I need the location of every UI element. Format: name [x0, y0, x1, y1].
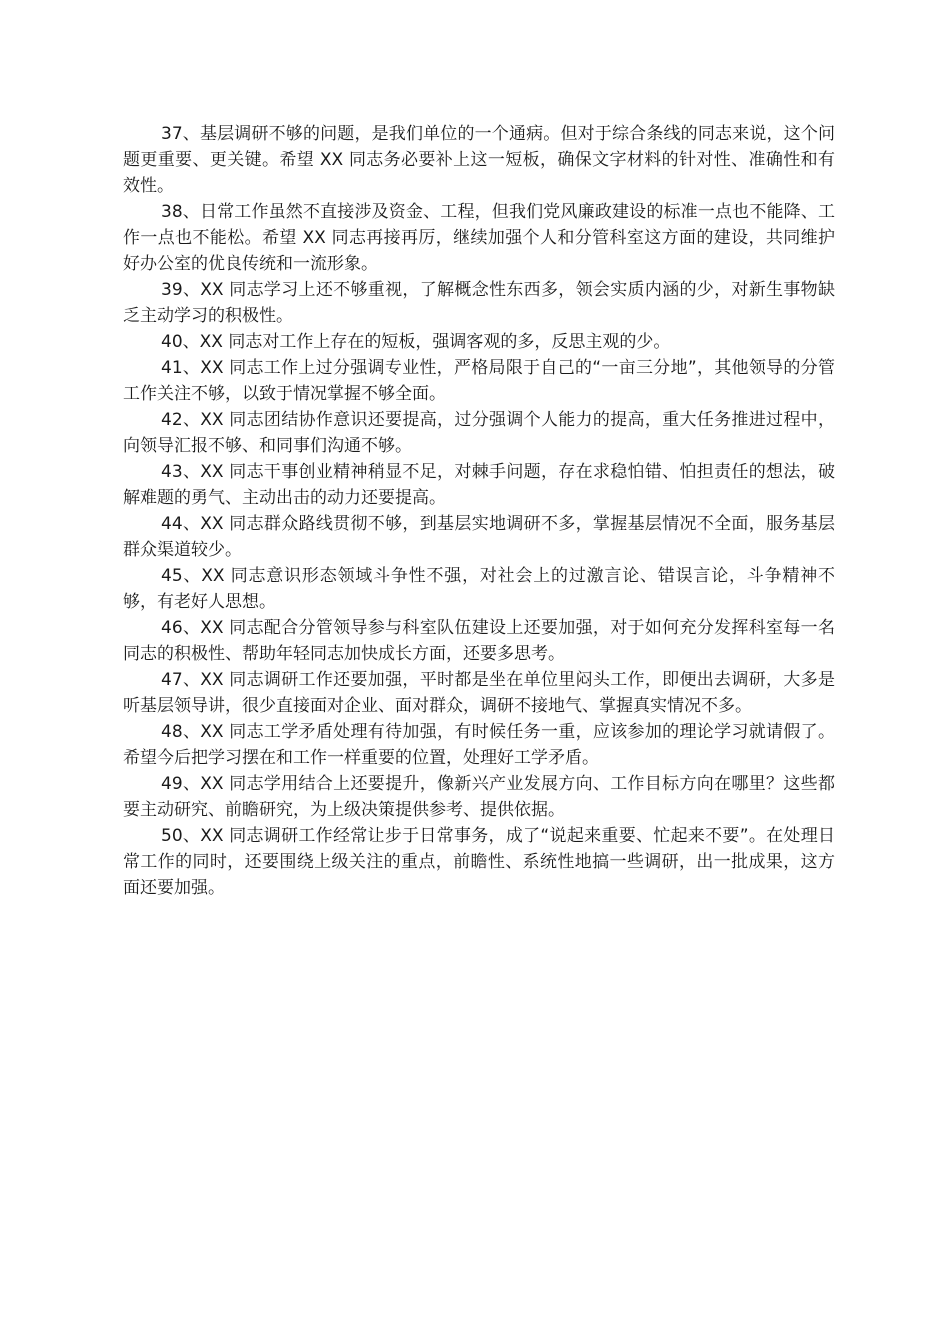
paragraph-48: 48、XX 同志工学矛盾处理有待加强，有时候任务一重，应该参加的理论学习就请假了。希望今后把学习摆在和工作一样重要的位置，处理好工学矛盾。 — [123, 722, 835, 768]
paragraph-42: 42、XX 同志团结协作意识还要提高，过分强调个人能力的提高，重大任务推进过程中，向领导汇报不够、和同事们沟通不够。 — [123, 410, 835, 456]
document-body — [123, 121, 835, 901]
paragraph-45: 45、XX 同志意识形态领域斗争性不强，对社会上的过激言论、错误言论，斗争精神不够，有老好人思想。 — [123, 566, 835, 612]
paragraph-46: 46、XX 同志配合分管领导参与科室队伍建设上还要加强，对于如何充分发挥科室每一名同志的积极性、帮助年轻同志加快成长方面，还要多思考。 — [123, 618, 835, 664]
paragraph-43: 43、XX 同志干事创业精神稍显不足，对棘手问题，存在求稳怕错、怕担责任的想法，破解难题的勇气、主动出击的动力还要提高。 — [123, 462, 835, 508]
paragraph-37: 37、基层调研不够的问题，是我们单位的一个通病。但对于综合条线的同志来说，这个问题更重要、更关键。希望 XX 同志务必要补上这一短板，确保文字材料的针对性、准确性和有效性。 — [123, 124, 835, 196]
paragraph-39: 39、XX 同志学习上还不够重视，了解概念性东西多，领会实质内涵的少，对新生事物缺乏主动学习的积极性。 — [123, 280, 835, 326]
paragraph-41: 41、XX 同志工作上过分强调专业性，严格局限于自己的“一亩三分地”，其他领导的分管工作关注不够，以致于情况掌握不够全面。 — [123, 358, 835, 404]
paragraph-44: 44、XX 同志群众路线贯彻不够，到基层实地调研不多，掌握基层情况不全面，服务基层群众渠道较少。 — [123, 514, 835, 560]
paragraph-47: 47、XX 同志调研工作还要加强，平时都是坐在单位里闷头工作，即便出去调研，大多是听基层领导讲，很少直接面对企业、面对群众，调研不接地气、掌握真实情况不多。 — [123, 670, 835, 716]
paragraph-38: 38、日常工作虽然不直接涉及资金、工程，但我们党风廉政建设的标准一点也不能降、工作一点也不能松。希望 XX 同志再接再厉，继续加强个人和分管科室这方面的建设，共同维护好办公室的优良传统和一流形象。 — [123, 202, 835, 274]
paragraph-40: 40、XX 同志对工作上存在的短板，强调客观的多，反思主观的少。 — [161, 332, 671, 352]
paragraph-49: 49、XX 同志学用结合上还要提升，像新兴产业发展方向、工作目标方向在哪里？这些都要主动研究、前瞻研究，为上级决策提供参考、提供依据。 — [123, 774, 835, 820]
paragraph-50: 50、XX 同志调研工作经常让步于日常事务，成了“说起来重要、忙起来不要”。在处理日常工作的同时，还要围绕上级关注的重点，前瞻性、系统性地搞一些调研，出一批成果，这方面还要加强。 — [123, 826, 835, 898]
